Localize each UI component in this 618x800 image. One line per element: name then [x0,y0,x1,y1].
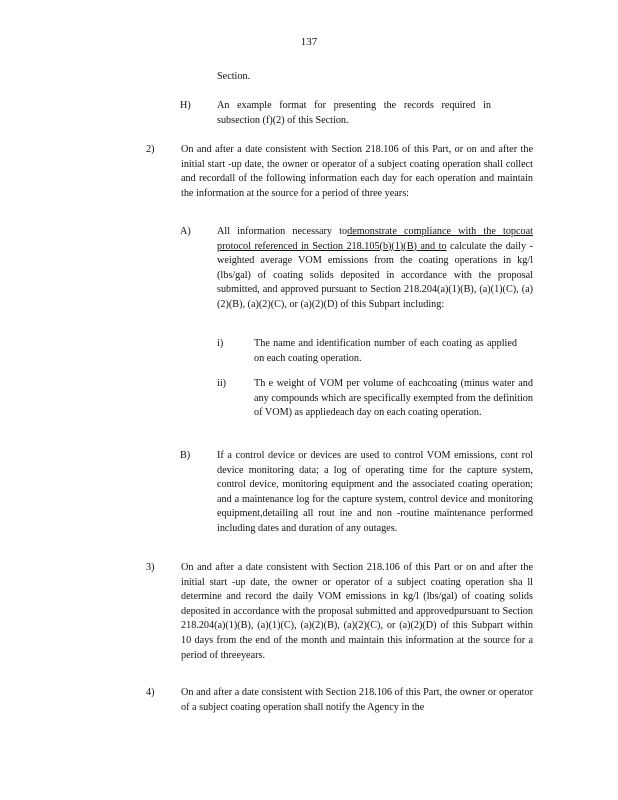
item-2a-text-post: calculate the daily -weighted average VOM emissions from the coating operations in kg/l (lbs/gal) of coating solids deposited in accordance with the proposal submitted, and approved pursuant to Section 218.204(a)(1)(B), (a)(1)(C), (a)(2)(B), (a)(2)(C), or (a)(2)(D) of this Subpart including: [217,240,533,310]
item-2-label: 2) [146,144,155,155]
item-2ai-label: i) [217,338,224,349]
item-2a-text [217,225,533,313]
item-2a-text-underlined: demonstrate compliance with the topcoat protocol referenced in Section 218.105(b)(1)(B) and to [217,226,533,252]
item-2a-label: A) [180,226,191,237]
item-2a-text-pre: All information necessary to [217,226,348,237]
item-4-text: On and after a date consistent with Section 218.106 of this Part, the owner or operator of a subject coating operation shall notify the Agency in the [181,687,533,713]
item-2ai-text: The name and identification number of each coating as applied on each coating operation. [254,338,517,364]
item-2b-text: If a control device or devices are used to control VOM emissions, cont rol device monitoring data; a log of operating time for the capture system, control device, monitoring equipment and the associated coating operation; and a maintenance log for the capture system, control device and monitoring equipment,detailing all rout ine and non -routine maintenance performed including dates and duration of any outages. [217,450,533,534]
item-h-text: An example format for presenting the records required in subsection (f)(2) of this Section. [217,100,491,126]
item-4-label: 4) [146,687,155,698]
page-number: 137 [300,36,318,48]
item-2-text: On and after a date consistent with Section 218.106 of this Part, or on and after the initial start -up date, the owner or operator of a subject coating operation shall collect and recordall of the following information each day for each operation and maintain the information at the source for a period of three years: [181,144,533,199]
section-fragment: Section. [217,71,251,82]
item-2b-label: B) [180,450,191,461]
item-3-text: On and after a date consistent with Section 218.106 of this Part or on and after the initial start -up date, the owner or operator of a subject coating operation sha ll determine and record the daily VOM emissions in kg/l (lbs/gal) of coating solids deposited in accordance with the proposal submitted and approvedpursuant to Section 218.204(a)(1)(B), (a)(1)(C), (a)(2)(B), (a)(2)(C), or (a)(2)(D) of this Subpart within 10 days from the end of the month and maintain this information at the source for a period of threeyears. [181,562,533,661]
item-2aii-label: ii) [217,378,227,389]
item-3-label: 3) [146,562,155,573]
item-h-label: H) [180,100,191,111]
item-2aii-text: Th e weight of VOM per volume of eachcoating (minus water and any compounds which are specifically exempted from the definition of VOM) as appliedeach day on each coating operation. [254,378,533,419]
